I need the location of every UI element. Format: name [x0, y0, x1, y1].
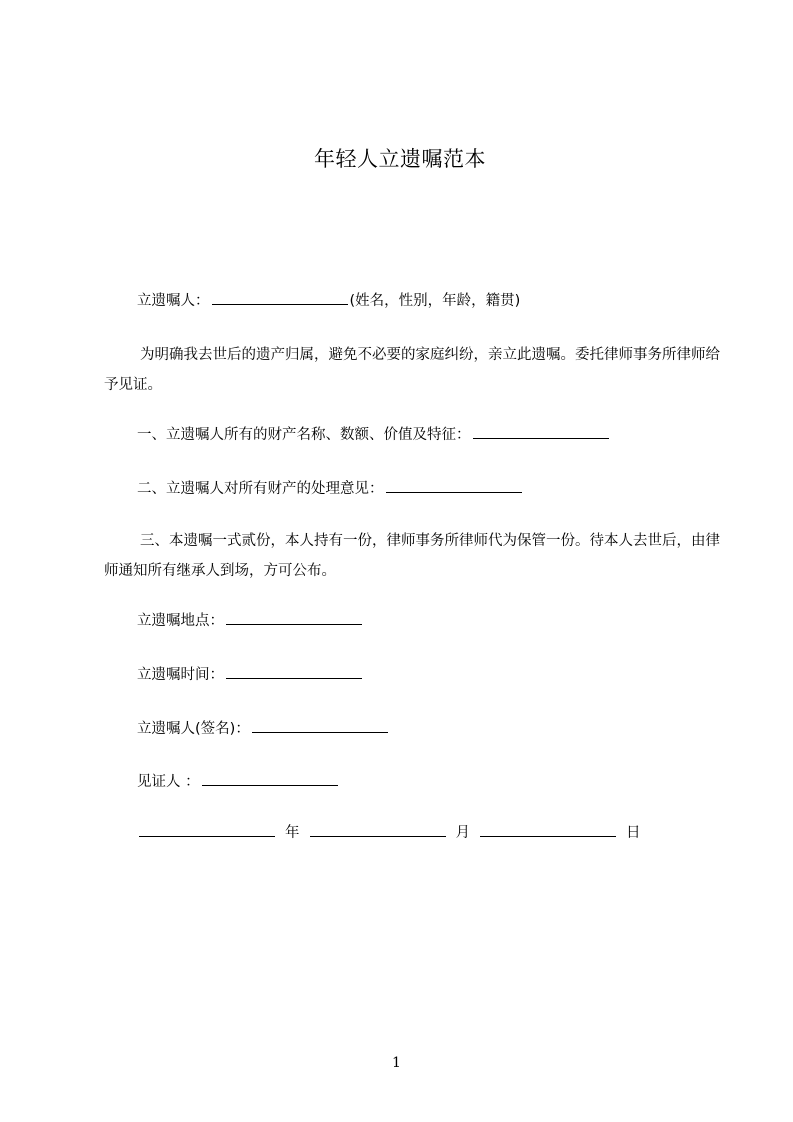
time-line: [137, 660, 364, 690]
place-line: [137, 606, 364, 636]
document-title: 年轻人立遗嘱范本: [314, 147, 486, 171]
month-blank[interactable]: [310, 822, 446, 837]
date-line: [137, 818, 641, 848]
clause-1-line: [137, 420, 611, 450]
testator-hint: (姓名，性别，年龄，籍贯): [349, 293, 521, 309]
intro-text: 为明确我去世后的遗产归属，避免不必要的家庭纠纷，亲立此遗嘱。委托律师事务所律师给予见证。: [104, 347, 720, 393]
signature-blank[interactable]: [252, 718, 388, 733]
place-label: 立遗嘱地点：: [137, 613, 224, 629]
clause-2-blank[interactable]: [386, 478, 522, 493]
clause-1-blank[interactable]: [473, 424, 609, 439]
page-number: 1: [392, 1055, 401, 1071]
time-blank[interactable]: [226, 664, 362, 679]
intro-paragraph: [104, 340, 724, 400]
signature-label: 立遗嘱人(签名)：: [137, 721, 250, 737]
clause-2-text: 二、立遗嘱人对所有财产的处理意见：: [137, 481, 384, 497]
testator-line: [137, 286, 520, 316]
place-blank[interactable]: [226, 610, 362, 625]
signature-line: [137, 714, 390, 744]
clause-1-text: 一、立遗嘱人所有的财产名称、数额、价值及特征：: [137, 427, 471, 443]
clause-3-paragraph: [104, 526, 724, 586]
witness-label: 见证人 ：: [137, 774, 200, 790]
testator-label: 立遗嘱人：: [137, 293, 210, 309]
testator-blank[interactable]: [212, 290, 348, 305]
witness-blank[interactable]: [202, 771, 338, 786]
clause-3-text: 三、本遗嘱一式贰份，本人持有一份，律师事务所律师代为保管一份。待本人去世后，由律师通知所有继承人到场，方可公布。: [104, 533, 720, 579]
clause-2-line: [137, 474, 524, 504]
year-label: 年: [285, 825, 300, 841]
day-label: 日: [626, 825, 641, 841]
year-blank[interactable]: [139, 822, 275, 837]
day-blank[interactable]: [480, 822, 616, 837]
month-label: 月: [455, 825, 470, 841]
witness-line: [137, 767, 340, 797]
time-label: 立遗嘱时间：: [137, 667, 224, 683]
